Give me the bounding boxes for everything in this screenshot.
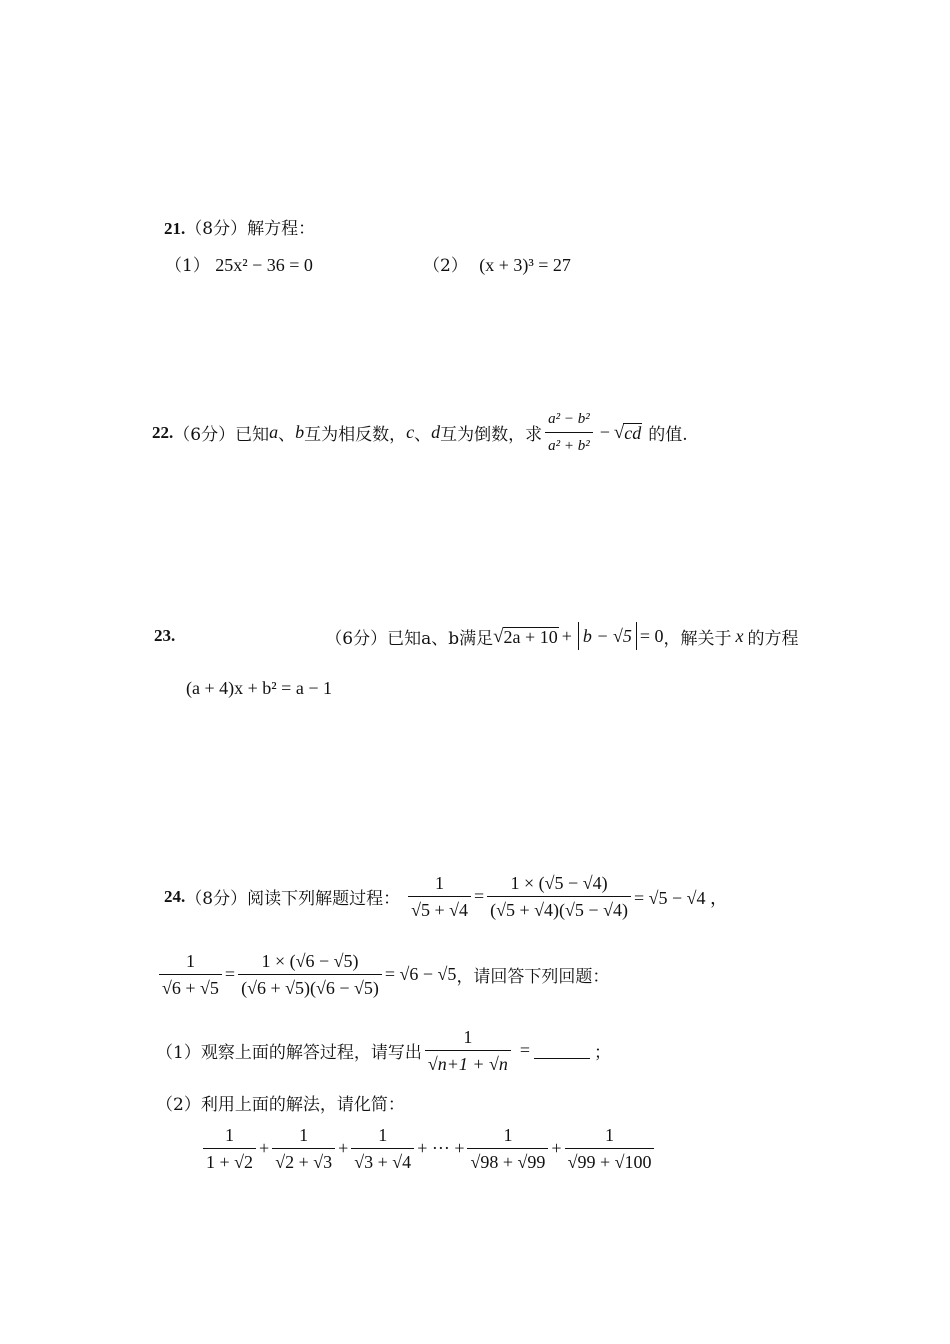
- q23-sqrt: [493, 627, 559, 646]
- q22-text-c: 互为倒数，求: [440, 425, 543, 445]
- q22-var-d: d: [431, 422, 441, 442]
- q22-line: [152, 408, 688, 457]
- q24-ex1-mid: [487, 872, 631, 921]
- q22-minus: −: [599, 422, 610, 442]
- q22-sqrt: [614, 423, 642, 442]
- q22-text-b: 互为相反数，: [304, 425, 407, 445]
- q24-intro: 阅读下列解题过程：: [247, 889, 401, 909]
- q21-sub1-label: （1）: [165, 256, 210, 276]
- q21-points: （8分）: [185, 219, 248, 239]
- q22-fraction-numerator: a² − b²: [548, 411, 590, 427]
- sum-plus: +: [551, 1138, 562, 1158]
- q21-instruction: 解方程：: [247, 219, 316, 239]
- sum-term-numerator: 1: [299, 1125, 309, 1145]
- q23-var-x: x: [735, 625, 744, 646]
- q24-p2-text: 利用上面的解法，请化简：: [200, 1095, 405, 1115]
- sum-term-numerator: 1: [225, 1125, 235, 1145]
- q22-var-b: b: [295, 422, 305, 442]
- q24-p1-fraction: [425, 1026, 511, 1075]
- q23-equation: (a + 4)x + b² = a − 1: [186, 678, 332, 698]
- radical-icon: √: [493, 625, 504, 647]
- sum-term-numerator: 1: [378, 1125, 388, 1145]
- q24-p1-text: 观察上面的解答过程，请写出: [200, 1043, 422, 1063]
- q24-sum-term-5: [565, 1124, 655, 1173]
- q22-var-c: c: [406, 422, 415, 442]
- q21-sub1: [165, 251, 313, 276]
- q22-text-end: 的值.: [648, 425, 688, 445]
- q23-equals-zero: = 0: [639, 625, 664, 646]
- q22-text-a: 已知: [235, 425, 270, 445]
- q24-sum-term-3: [351, 1124, 414, 1173]
- q24-ex1-lhs: [408, 872, 471, 921]
- q23-points: （6分）: [325, 628, 388, 649]
- q21-sub1-equation: 25x² − 36 = 0: [215, 255, 313, 275]
- q22-fraction-denominator: a² + b²: [545, 432, 593, 457]
- q24-p1-equals: =: [519, 1040, 531, 1060]
- q24-ex2-lhs-numerator: 1: [185, 951, 195, 971]
- sum-term-denominator: √3 + √4: [351, 1148, 414, 1173]
- sum-plus: +: [338, 1138, 349, 1158]
- q23-sqrt-content: 2a + 10: [503, 626, 558, 647]
- q24-ex1-lhs-numerator: 1: [435, 873, 445, 893]
- q24-ex1-result: = √5 − √4 ，: [633, 887, 729, 908]
- q21-sub2-label: （2）: [423, 256, 468, 276]
- sum-term-numerator: 1: [503, 1125, 513, 1145]
- sum-term-denominator: √99 + √100: [565, 1148, 655, 1173]
- sum-term-denominator: √98 + √99: [467, 1148, 548, 1173]
- q24-sum-expression: [200, 1124, 657, 1173]
- q24-ex2-result: = √6 − √5: [384, 964, 457, 984]
- q22-points: （6分）: [173, 425, 236, 445]
- sum-plus: +: [259, 1138, 270, 1158]
- q22-sqrt-content: cd: [624, 423, 642, 443]
- q21-sub2: [423, 251, 571, 276]
- q24-sum-term-1: [203, 1124, 256, 1173]
- q23-line: [154, 622, 799, 650]
- q21-sub2-equation: (x + 3)³ = 27: [479, 255, 571, 275]
- q24-p1-end: ；: [594, 1043, 612, 1063]
- q24-p1-numerator: 1: [463, 1027, 473, 1047]
- q24-ex2-tail: ，请回答下列回题：: [456, 967, 610, 987]
- sum-term-denominator: 1 + √2: [203, 1148, 256, 1173]
- q21-number: 21.: [164, 219, 186, 238]
- q24-ex2-lhs-denominator: √6 + √5: [159, 974, 222, 999]
- q23-abs-value: b − √5: [578, 622, 637, 650]
- sum-ellipsis: + ··· +: [417, 1138, 465, 1158]
- q24-sum-term-4: [467, 1124, 548, 1173]
- radical-icon: √: [613, 422, 625, 443]
- q24-p1-label: （1）: [156, 1043, 201, 1063]
- q21-header: [164, 214, 315, 239]
- q24-ex1-mid-numerator: 1 × (√5 − √4): [510, 873, 608, 893]
- q23-text-b: ，解关于: [663, 628, 732, 649]
- q24-ex2-mid-numerator: 1 × (√6 − √5): [261, 951, 359, 971]
- q24-ex1-mid-denominator: (√5 + √4)(√5 − √4): [487, 896, 631, 921]
- q24-ex2-mid-denominator: (√6 + √5)(√6 − √5): [238, 974, 382, 999]
- q24-ex2-lhs: [159, 950, 222, 999]
- q22-sep-1: 、: [278, 425, 296, 445]
- sum-term-denominator: √2 + √3: [272, 1148, 335, 1173]
- sum-term-numerator: 1: [605, 1125, 615, 1145]
- q24-p2-label: （2）: [156, 1095, 201, 1115]
- q24-part1: [156, 1026, 611, 1075]
- q22-fraction: [545, 408, 593, 457]
- q22-sep-2: 、: [414, 425, 432, 445]
- q24-sum-term-2: [272, 1124, 335, 1173]
- q24-part2: [156, 1090, 405, 1115]
- q24-points: （8分）: [185, 889, 248, 909]
- q24-p1-denominator: √n+1 + √n: [425, 1050, 511, 1075]
- q24-line1: 24. （8分） 阅读下列解题过程： $\frac{1}{√5 + √4}$ = $\frac{1 \times (√5 - √4)}{(√5 + √4)(√5 - √4)}$ = √5 − √4 ，: [164, 873, 729, 920]
- q24-line2: $\frac{1}{√6 + √5}$ = $\frac{1 \times (√6 - √5)}{(√6 + √5)(√6 - √5)}$ = √6 − √5 ，请回答下列回题：: [156, 950, 609, 999]
- q22-var-a: a: [269, 422, 279, 442]
- q24-number: 24.: [164, 886, 186, 906]
- q24-ex1-lhs-denominator: √5 + √4: [408, 896, 471, 921]
- q23-plus: +: [561, 625, 572, 646]
- q22-number: 22.: [152, 422, 174, 442]
- q23-text-c: 的方程: [747, 628, 799, 649]
- q24-ex2-mid: [238, 950, 382, 999]
- answer-blank: [534, 1042, 590, 1059]
- q23-text-a: 已知a、b满足: [387, 628, 494, 649]
- q23-number: 23.: [154, 626, 176, 645]
